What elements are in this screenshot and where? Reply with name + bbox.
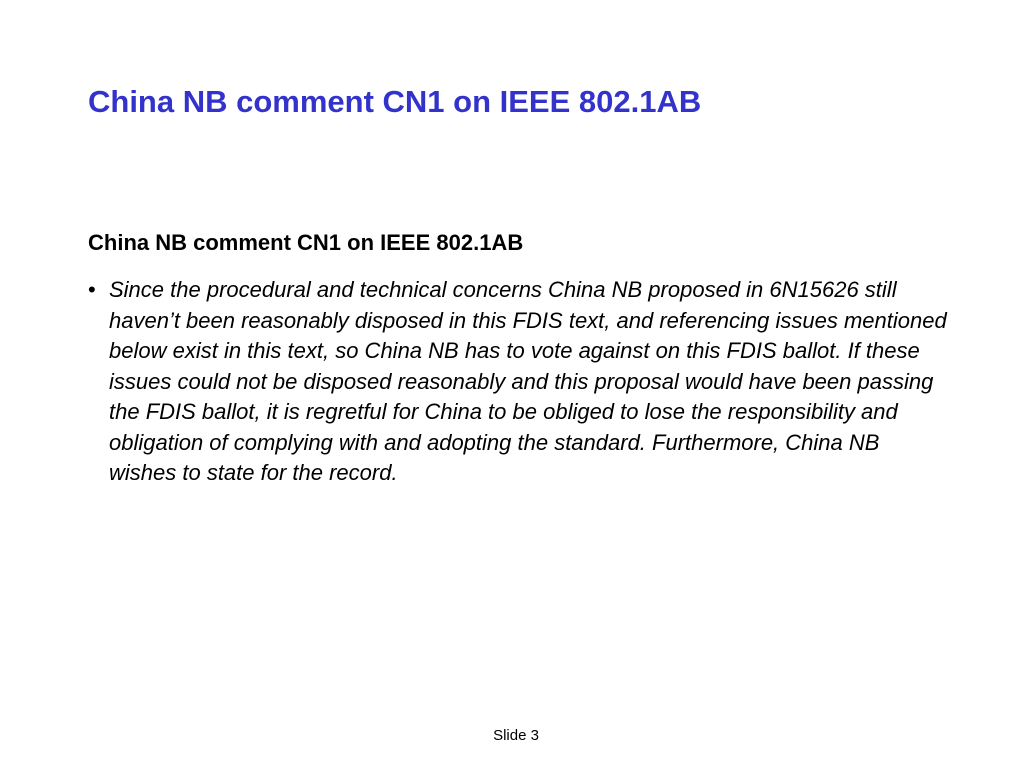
slide-subtitle: China NB comment CN1 on IEEE 802.1AB <box>88 230 524 255</box>
slide-number: Slide 3 <box>493 727 539 744</box>
bullet-item <box>88 275 948 489</box>
bullet-marker: • <box>88 277 96 302</box>
bullet-text: Since the procedural and technical concerns China NB proposed in 6N15626 still haven’t been reasonably disposed in this FDIS text, and referencing issues mentioned below exist in this text, so China NB has to vote against on this FDIS ballot. If these issues could not be disposed reasonably and this proposal would have been passing the FDIS ballot, it is regretful for China to be obliged to lose the responsibility and obligation of complying with and adopting the standard. Furthermore, China NB wishes to state for the record. <box>109 277 947 485</box>
bullet-list <box>88 275 948 489</box>
slide-title: China NB comment CN1 on IEEE 802.1AB <box>88 84 702 119</box>
